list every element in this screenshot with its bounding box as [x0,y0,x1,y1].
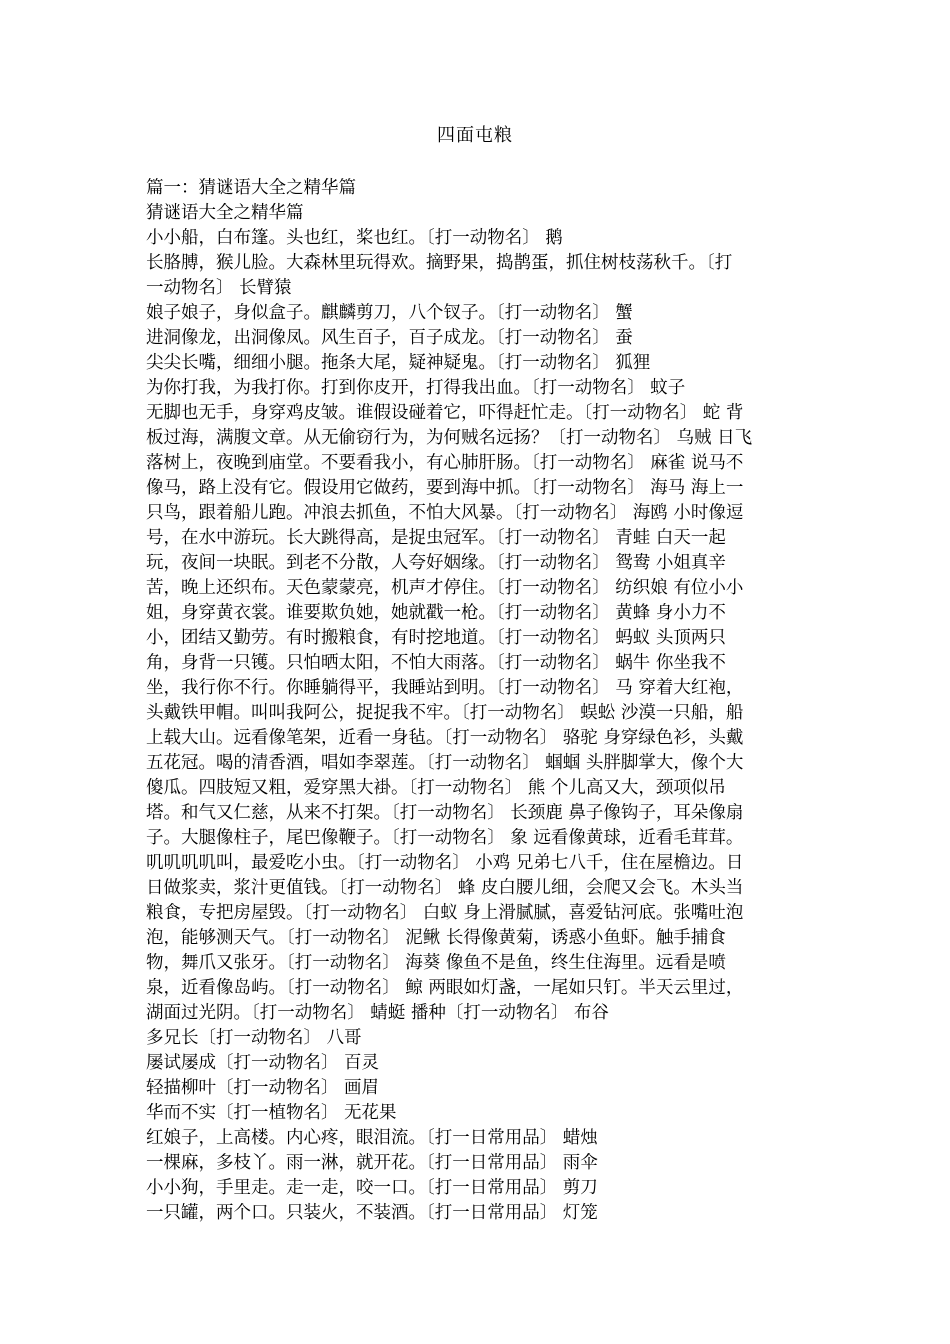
text-line: 湖面过光阴。〔打一动物名〕 蜻蜓 播种〔打一动物名〕 布谷 [146,1003,609,1023]
text-line: 叽叽叽叽叫，最爱吃小虫。〔打一动物名〕 小鸡 兄弟七八千，住在屋檐边。日 [146,853,744,873]
text-line: 娘子娘子，身似盒子。麒麟剪刀，八个钗子。〔打一动物名〕 蟹 [146,303,633,323]
text-line: 小小狗，手里走。走一走，咬一口。〔打一日常用品〕 剪刀 [146,1178,598,1198]
text-line: 落树上，夜晚到庙堂。不要看我小，有心肺肝肠。〔打一动物名〕 麻雀 说马不 [146,453,744,473]
text-line: 子。大腿像柱子，尾巴像鞭子。〔打一动物名〕 象 远看像黄球，近看毛茸茸。 [146,828,744,848]
text-line: 坐，我行你不行。你睡躺得平，我睡站到明。〔打一动物名〕 马 穿着大红袍， [146,678,744,698]
text-line: 姐，身穿黄衣裳。谁要欺负她，她就戳一枪。〔打一动物名〕 黄蜂 身小力不 [146,603,726,623]
text-line: 尖尖长嘴，细细小腿。拖条大尾，疑神疑鬼。〔打一动物名〕 狐狸 [146,353,651,373]
document-body [146,176,810,1226]
text-line: 傻瓜。四肢短又粗，爱穿黑大褂。〔打一动物名〕 熊 个儿高又大，颈项似吊 [146,778,726,798]
text-line: 苦，晚上还织布。天色蒙蒙亮，机声才停住。〔打一动物名〕 纺织娘 有位小小 [146,578,744,598]
text-line: 泡，能够测天气。〔打一动物名〕 泥鳅 长得像黄菊，诱惑小鱼虾。触手捕食 [146,928,726,948]
text-line: 像马，路上没有它。假设用它做药，要到海中抓。〔打一动物名〕 海马 海上一 [146,478,744,498]
text-line: 物，舞爪又张牙。〔打一动物名〕 海葵 像鱼不是鱼，终生住海里。远看是喷 [146,953,726,973]
text-line: 只鸟，跟着船儿跑。冲浪去抓鱼，不怕大风暴。〔打一动物名〕 海鸥 小时像逗 [146,503,744,523]
text-line: 板过海，满腹文章。从无偷窃行为，为何贼名远扬？〔打一动物名〕 乌贼 日飞 [146,428,753,448]
text-line: 进洞像龙，出洞像凤。风生百子，百子成龙。〔打一动物名〕 蚕 [146,328,633,348]
text-line: 小小船，白布篷。头也红，桨也红。〔打一动物名〕 鹅 [146,228,563,248]
text-line: 一动物名〕 长臂猿 [146,278,292,298]
text-line: 篇一：猜谜语大全之精华篇 [146,178,356,198]
text-line: 红娘子，上高楼。内心疼，眼泪流。〔打一日常用品〕 蜡烛 [146,1128,598,1148]
text-line: 一棵麻，多枝丫。雨一淋，就开花。〔打一日常用品〕 雨伞 [146,1153,598,1173]
text-line: 猜谜语大全之精华篇 [146,203,304,223]
document-title: 四面屯粮 [437,125,513,146]
text-line: 五花冠。喝的清香酒，唱如李翠莲。〔打一动物名〕 蝈蝈 头胖脚掌大，像个大 [146,753,744,773]
text-line: 泉，近看像岛屿。〔打一动物名〕 鲸 两眼如灯盏，一尾如只钉。半天云里过， [146,978,744,998]
text-line: 为你打我，为我打你。打到你皮开，打得我出血。〔打一动物名〕 蚊子 [146,378,686,398]
text-line: 粮食，专把房屋毁。〔打一动物名〕 白蚁 身上滑腻腻，喜爱钻河底。张嘴吐泡 [146,903,744,923]
text-line: 轻描柳叶〔打一动物名〕 画眉 [146,1078,380,1098]
text-line: 小，团结又勤劳。有时搬粮食，有时挖地道。〔打一动物名〕 蚂蚁 头顶两只 [146,628,726,648]
text-line: 华而不实〔打一植物名〕 无花果 [146,1103,397,1123]
text-line: 无脚也无手，身穿鸡皮皱。谁假设碰着它，吓得赶忙走。〔打一动物名〕 蛇 背 [146,403,744,423]
text-line: 一只罐，两个口。只装火，不装酒。〔打一日常用品〕 灯笼 [146,1203,598,1223]
text-line: 塔。和气又仁慈，从来不打架。〔打一动物名〕 长颈鹿 鼻子像钩子，耳朵像扇 [146,803,744,823]
text-line: 号，在水中游玩。长大跳得高，是捉虫冠军。〔打一动物名〕 青蛙 白天一起 [146,528,726,548]
text-line: 角，身背一只镬。只怕晒太阳，不怕大雨落。〔打一动物名〕 蜗牛 你坐我不 [146,653,726,673]
text-line: 长胳膊，猴儿脸。大森林里玩得欢。摘野果，捣鹊蛋，抓住树枝荡秋千。〔打 [146,253,733,273]
text-line: 头戴铁甲帽。叫叫我阿公，捉捉我不牢。〔打一动物名〕 蜈蚣 沙漠一只船，船 [146,703,744,723]
text-line: 多兄长〔打一动物名〕 八哥 [146,1028,362,1048]
text-line: 玩，夜间一块眠。到老不分散，人夸好姻缘。〔打一动物名〕 鸳鸯 小姐真辛 [146,553,726,573]
text-line: 屡试屡成〔打一动物名〕 百灵 [146,1053,380,1073]
text-line: 日做浆卖，浆汁更值钱。〔打一动物名〕 蜂 皮白腰儿细，会爬又会飞。木头当 [146,878,744,898]
text-line: 上载大山。远看像笔架，近看一身毡。〔打一动物名〕 骆驼 身穿绿色衫，头戴 [146,728,744,748]
